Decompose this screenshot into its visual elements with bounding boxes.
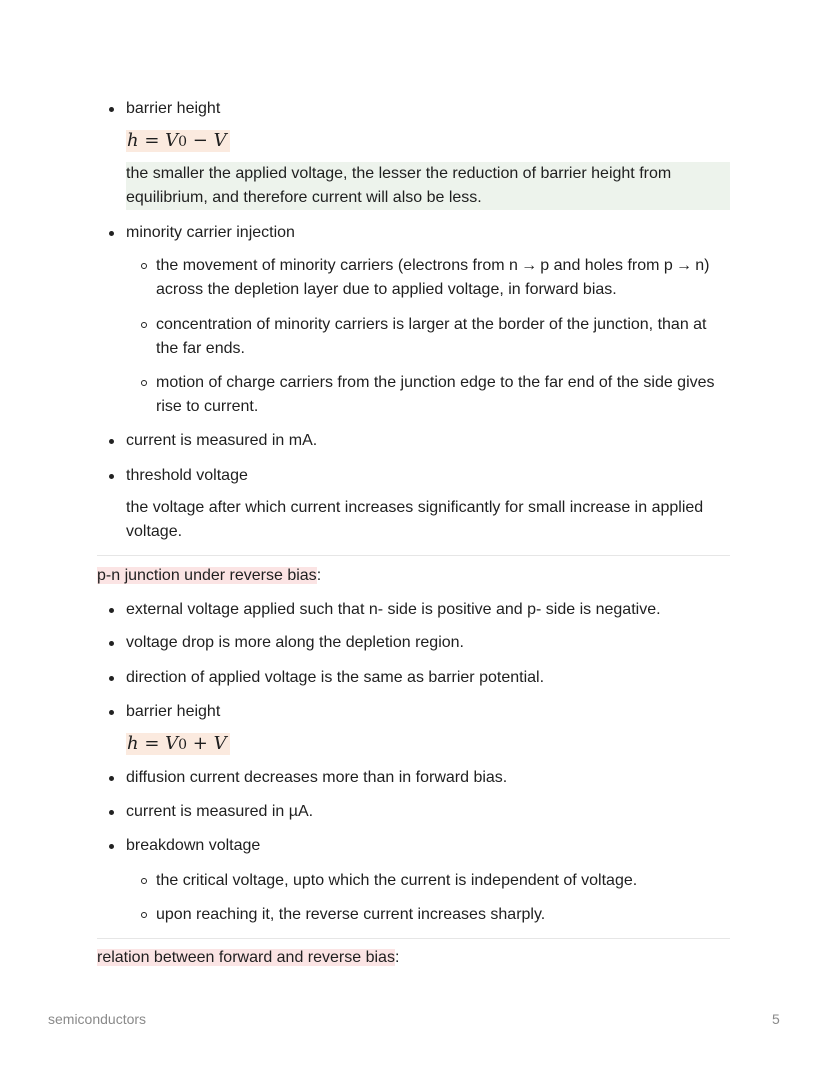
bullet: external voltage applied such that n- side is positive and p- side is negative. bbox=[126, 598, 661, 622]
heading-text: p-n junction under reverse bias bbox=[97, 567, 317, 584]
sub-bullet: the critical voltage, upto which the current is independent of voltage. bbox=[156, 869, 637, 893]
formula-h: h bbox=[127, 733, 139, 754]
bullet: barrier height bbox=[126, 700, 220, 724]
bullet-barrier-height: barrier height bbox=[126, 97, 220, 121]
divider bbox=[97, 938, 730, 939]
callout-note bbox=[126, 162, 730, 210]
formula-forward-barrier bbox=[126, 130, 230, 152]
note-line: the smaller the applied voltage, the lesser the reduction of barrier height from bbox=[126, 165, 672, 182]
line: across the depletion layer due to applied voltage, in forward bias. bbox=[156, 281, 617, 298]
formula-op: + bbox=[187, 733, 214, 754]
bullet: current is measured in µA. bbox=[126, 800, 313, 824]
colon: : bbox=[316, 567, 322, 584]
section-heading-reverse bbox=[97, 564, 321, 588]
formula-v: V bbox=[165, 733, 179, 754]
section-heading-relation bbox=[97, 946, 399, 970]
formula-v2: V bbox=[213, 733, 227, 754]
formula-eq: = bbox=[138, 130, 166, 151]
footer-title: semiconductors bbox=[48, 1011, 147, 1027]
line: voltage. bbox=[126, 523, 183, 540]
colon: : bbox=[394, 949, 400, 966]
line: motion of charge carriers from the junction edge to the far end of the side gives bbox=[156, 374, 715, 391]
formula-v2: V bbox=[213, 130, 227, 151]
formula-eq: = bbox=[138, 733, 166, 754]
page-number: 5 bbox=[772, 1011, 780, 1027]
line: concentration of minority carriers is larger at the border of the junction, than at bbox=[156, 316, 707, 333]
divider bbox=[97, 555, 730, 556]
bullet-current: current is measured in mA. bbox=[126, 429, 317, 453]
formula-reverse-barrier bbox=[126, 733, 230, 755]
sub-bullet bbox=[156, 313, 707, 361]
formula-op: − bbox=[187, 130, 214, 151]
formula-h: h bbox=[127, 130, 139, 151]
bullet: voltage drop is more along the depletion region. bbox=[126, 631, 464, 655]
line: rise to current. bbox=[156, 398, 259, 415]
bullet-threshold: threshold voltage bbox=[126, 464, 248, 488]
sub-bullet bbox=[156, 254, 709, 302]
formula-v: V bbox=[165, 130, 179, 151]
bullet: direction of applied voltage is the same as barrier potential. bbox=[126, 666, 544, 690]
sub-bullet bbox=[156, 371, 715, 419]
bullet: breakdown voltage bbox=[126, 834, 260, 858]
threshold-description bbox=[126, 496, 703, 544]
heading-text: relation between forward and reverse bias bbox=[97, 949, 395, 966]
note-line: equilibrium, and therefore current will also be less. bbox=[126, 189, 482, 206]
line: the far ends. bbox=[156, 340, 245, 357]
bullet-minority-injection: minority carrier injection bbox=[126, 221, 295, 245]
line: the movement of minority carriers (electrons from n → p and holes from p → n) bbox=[156, 257, 710, 274]
sub-bullet: upon reaching it, the reverse current increases sharply. bbox=[156, 903, 545, 927]
formula-sub: 0 bbox=[178, 134, 188, 150]
line: the voltage after which current increases significantly for small increase in applied bbox=[126, 499, 704, 516]
bullet: diffusion current decreases more than in forward bias. bbox=[126, 766, 507, 790]
formula-sub: 0 bbox=[178, 737, 188, 753]
